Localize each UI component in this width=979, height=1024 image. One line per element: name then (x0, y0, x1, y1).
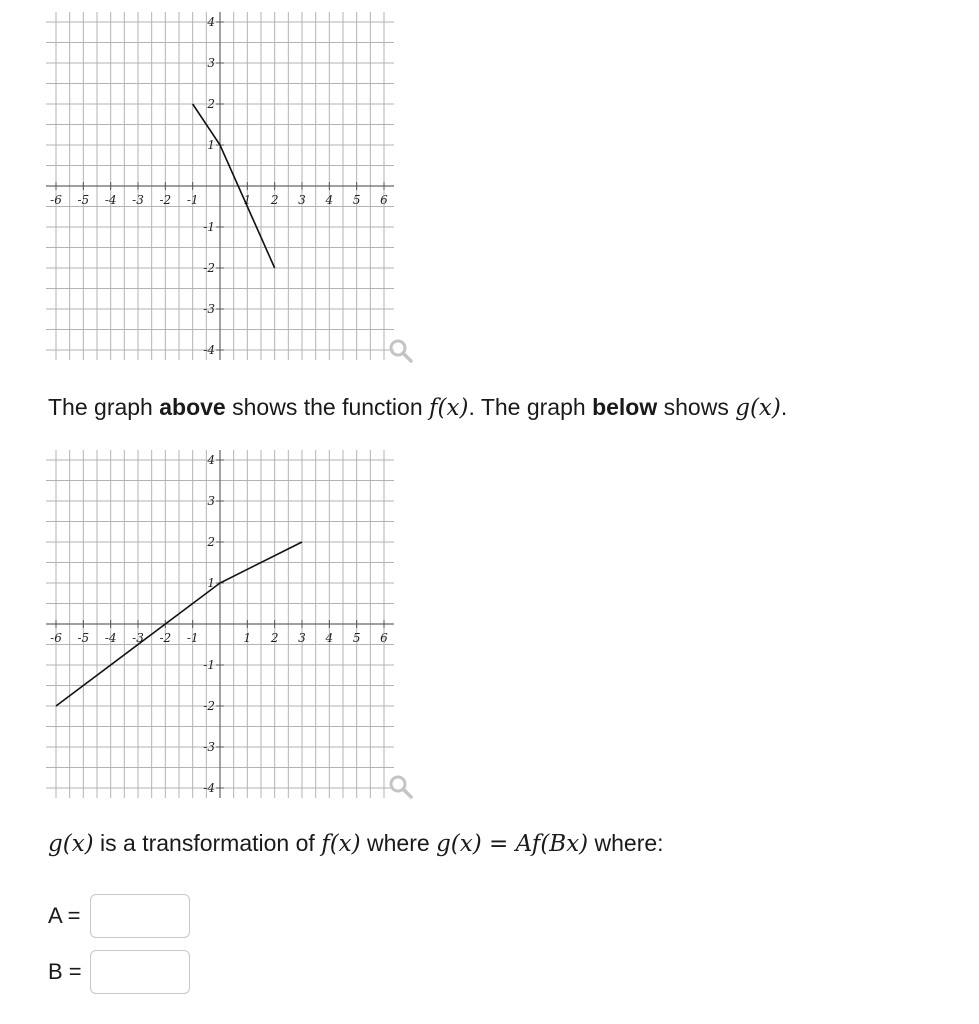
label-b: B = (48, 959, 82, 984)
graph-g (28, 444, 408, 814)
x-tick-label: -6 (50, 193, 62, 207)
y-tick-label: -2 (203, 699, 215, 713)
description-sentence (48, 394, 787, 421)
y-tick-label: 1 (207, 138, 215, 152)
graph-f (28, 6, 408, 376)
x-tick-label: -3 (132, 193, 144, 207)
x-tick-label: 3 (298, 631, 306, 645)
text-fragment: where (360, 830, 437, 856)
x-tick-label: 1 (243, 193, 252, 207)
x-tick-label: 5 (352, 631, 361, 645)
math-f-of-x: f(x) (429, 395, 469, 421)
text-fragment: shows (657, 394, 736, 420)
input-b[interactable] (90, 950, 190, 994)
y-tick-label: -1 (203, 658, 215, 672)
graph-g-svg (28, 444, 408, 814)
x-tick-label: -2 (159, 193, 172, 207)
x-tick-label: -1 (186, 631, 199, 645)
y-tick-label: -2 (203, 261, 215, 275)
y-tick-label: -3 (203, 302, 215, 316)
x-tick-label: 1 (243, 631, 252, 645)
text-fragment: shows the function (225, 394, 430, 420)
text-fragment: The graph (48, 394, 160, 420)
answer-row-a (48, 894, 190, 938)
emphasis-below: below (592, 394, 658, 420)
y-tick-label: -3 (203, 740, 215, 754)
y-tick-label: -4 (203, 781, 215, 795)
text-fragment: . (780, 394, 788, 420)
x-tick-label: 2 (270, 193, 279, 207)
zoom-icon[interactable] (386, 336, 416, 366)
math-transformation-equation: g(x) = Af(Bx) (436, 831, 589, 857)
zoom-icon[interactable] (386, 772, 416, 802)
x-tick-label: 6 (380, 631, 388, 645)
question-sentence (48, 830, 664, 857)
x-tick-label: -6 (50, 631, 62, 645)
y-tick-label: -1 (203, 220, 215, 234)
x-tick-label: 3 (298, 193, 306, 207)
x-tick-label: -5 (77, 193, 90, 207)
math-f-of-x: f(x) (321, 831, 361, 857)
math-g-of-x: g(x) (48, 831, 94, 857)
math-g-of-x: g(x) (735, 395, 781, 421)
x-tick-label: -3 (132, 631, 144, 645)
y-tick-label: 3 (207, 56, 215, 70)
graph-f-svg (28, 6, 408, 376)
input-a[interactable] (90, 894, 190, 938)
y-tick-label: 1 (207, 576, 215, 590)
y-tick-label: 4 (207, 453, 215, 467)
answer-row-b (48, 950, 190, 994)
x-tick-label: -4 (104, 193, 117, 207)
x-tick-label: 6 (380, 193, 388, 207)
text-fragment: where: (588, 830, 664, 856)
x-tick-label: 5 (352, 193, 361, 207)
label-a: A = (48, 903, 81, 928)
y-tick-label: 3 (207, 494, 215, 508)
x-tick-label: -1 (186, 193, 199, 207)
y-tick-label: 4 (207, 15, 215, 29)
y-tick-label: 2 (207, 535, 215, 549)
y-tick-label: 2 (207, 97, 215, 111)
x-tick-label: 4 (325, 631, 334, 645)
x-tick-label: -5 (77, 631, 90, 645)
x-tick-label: 4 (325, 193, 334, 207)
x-tick-label: 2 (270, 631, 279, 645)
x-tick-label: -2 (159, 631, 172, 645)
y-tick-label: -4 (203, 343, 215, 357)
x-tick-label: -4 (104, 631, 117, 645)
text-fragment: . The graph (468, 394, 593, 420)
text-fragment: is a transformation of (93, 830, 322, 856)
emphasis-above: above (159, 394, 226, 420)
